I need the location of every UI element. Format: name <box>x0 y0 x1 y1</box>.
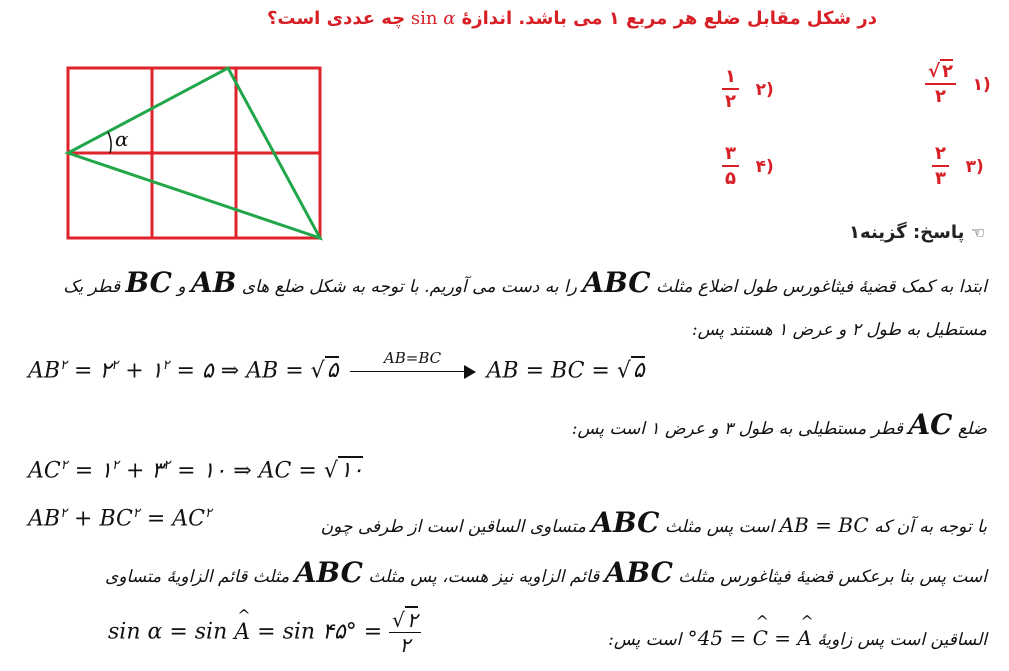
paragraph-1: ابتدا به کمک قضیهٔ فیثاغورس طول اضلاع مثلث ABC را به دست می آوریم. با توجه به شکل ضلع های AB و BC قطر یک <box>63 266 987 299</box>
equation-ac: $AC^۲$ = $۱^۲$ + $۳^۲$ = ۱۰ ⇒ AC = √۱۰ <box>28 458 364 484</box>
grid-figure <box>60 62 328 244</box>
paragraph-6: الساقین است پس زاویهٔ ^ A = ^ C = 45° است پس: <box>608 626 987 650</box>
equation-final: sin α = sin ^ A = sin ۴۵° = √ ۲ ۲ <box>108 610 421 655</box>
question-title <box>267 8 877 29</box>
option-3[interactable]: $\frac{۲}{۳}$ ۳) <box>932 145 984 188</box>
angle-equality: ^ A = ^ C = 45° <box>681 626 812 650</box>
paragraph-5: است پس بنا برعکس قضیهٔ فیثاغورس مثلث ABC قائم الزاویه نیز هست، پس مثلث ABC مثلث قائم الزاویهٔ متساوی <box>105 556 987 589</box>
question-text-end: چه عددی است؟ <box>266 8 406 29</box>
option-4[interactable]: $\frac{۳}{۵}$ ۴) <box>722 145 774 188</box>
paragraph-2: مستطیل به طول ۲ و عرض ۱ هستند پس: <box>691 320 987 340</box>
equation-pythagoras: $AB^۲ + BC^۲ = AC^۲$ <box>28 506 212 532</box>
answer-label: ☜ پاسخ: گزینه۱ <box>849 222 985 243</box>
option-2[interactable]: $\frac{۱}{۲}$ ۲) <box>722 68 774 111</box>
pointing-hand-icon: ☜ <box>970 223 985 242</box>
grid-lines <box>68 68 320 238</box>
angle-alpha-label: α <box>115 127 129 151</box>
paragraph-4: با توجه به آن که AB = BC است پس مثلث ABC متساوی الساقین است از طرفی چون <box>320 506 987 539</box>
equation-ab: $AB^۲$ = $۲^۲$ + $۱^۲$ = ۵ ⇒ AB = √۵ AB=BC AB = BC = √۵ <box>28 349 645 384</box>
sin-alpha: sin α <box>410 8 456 29</box>
paragraph-3: ضلع AC قطر مستطیلی به طول ۳ و عرض ۱ است پس: <box>571 408 987 441</box>
question-text: در شکل مقابل ضلع هر مربع ۱ می باشد. اندازهٔ <box>461 8 877 29</box>
angle-arc <box>108 132 111 153</box>
option-1[interactable]: $\frac{√ ۲}{۲}$ ۱) <box>925 63 991 106</box>
implies-arrow: AB=BC <box>350 363 476 379</box>
